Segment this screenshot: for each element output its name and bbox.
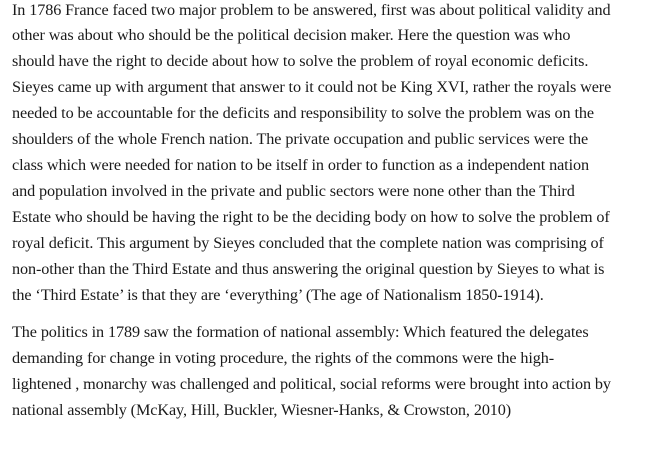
text-line: class which were needed for nation to be itself in order to function as a independent nation [12, 156, 589, 174]
text-line: other was about who should be the political decision maker. Here the question was who [12, 26, 571, 44]
text-line: non-other than the Third Estate and thus answering the original question by Sieyes to what is [12, 260, 605, 278]
text-line: the ‘Third Estate’ is that they are ‘everything’ (The age of Nationalism 1850-1914). [12, 286, 544, 304]
text-line: needed to be accountable for the deficits and responsibility to solve the problem was on the [12, 104, 594, 122]
text-line: demanding for change in voting procedure, the rights of the commons were the high- [12, 349, 555, 367]
text-line: royal deficit. This argument by Sieyes concluded that the complete nation was comprising of [12, 234, 604, 252]
text-line: should have the right to decide about how to solve the problem of royal economic deficits. [12, 52, 589, 70]
text-line: and population involved in the private and public sectors were none other than the Third [12, 182, 575, 200]
text-line: shoulders of the whole French nation. The private occupation and public services were the [12, 130, 589, 148]
text-line: In 1786 France faced two major problem to be answered, first was about political validity and [12, 1, 611, 19]
text-line: national assembly (McKay, Hill, Buckler, Wiesner-Hanks, & Crowston, 2010) [12, 401, 512, 419]
text-line: Estate who should be having the right to be the deciding body on how to solve the problem of [12, 208, 610, 226]
text-line: lightened , monarchy was challenged and political, social reforms were brought into action by [12, 375, 611, 393]
text-line: Sieyes came up with argument that answer to it could not be King XVI, rather the royals were [12, 78, 612, 96]
text-line: The politics in 1789 saw the formation of national assembly: Which featured the delegates [12, 323, 589, 341]
